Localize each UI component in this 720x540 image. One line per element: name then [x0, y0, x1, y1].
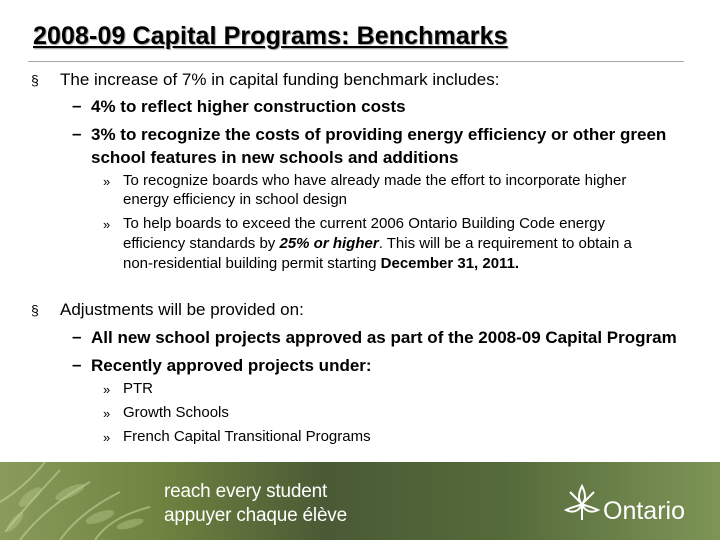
- point-recognize-line1: To recognize boards who have already made the effort to incorporate higher: [123, 172, 627, 189]
- point-building-code-line3: [123, 255, 519, 272]
- text-emphasis: 25% or higher: [279, 235, 379, 252]
- trillium-icon: [560, 480, 604, 524]
- chevron-marker: »: [103, 430, 111, 445]
- subbullet-new-projects: All new school projects approved as part of the 2008-09 Capital Program: [91, 328, 677, 347]
- page-title: 2008-09 Capital Programs: Benchmarks: [33, 22, 508, 50]
- dash-marker: –: [72, 96, 82, 115]
- dash-marker: –: [72, 355, 82, 374]
- ontario-logo-text: Ontario: [603, 497, 685, 525]
- chevron-marker: »: [103, 174, 111, 189]
- point-recognize-line2: energy efficiency in school design: [123, 191, 348, 208]
- dash-marker: –: [72, 124, 82, 143]
- bullet-marker: §: [31, 72, 39, 88]
- dash-marker: –: [72, 327, 82, 346]
- text-plain: efficiency standards by: [123, 235, 280, 252]
- chevron-marker: »: [103, 217, 111, 232]
- leaf-pattern-icon: [0, 462, 160, 540]
- subbullet-energy-line1: 3% to recognize the costs of providing energy efficiency or other green: [91, 125, 667, 144]
- subbullet-construction-costs: 4% to reflect higher construction costs: [91, 97, 406, 116]
- point-building-code-line1: To help boards to exceed the current 2006 Ontario Building Code energy: [123, 215, 605, 232]
- text-bold-date: December 31, 2011.: [380, 255, 520, 272]
- program-item: French Capital Transitional Programs: [123, 428, 371, 445]
- title-divider: [28, 61, 684, 62]
- program-item: PTR: [123, 380, 153, 397]
- program-item: Growth Schools: [123, 404, 229, 421]
- chevron-marker: »: [103, 406, 111, 421]
- subbullet-recent-projects: Recently approved projects under:: [91, 356, 372, 375]
- point-building-code-line2: [123, 235, 632, 252]
- tagline-french: appuyer chaque élève: [164, 505, 347, 526]
- text-plain: . This will be a requirement to obtain a: [378, 235, 632, 252]
- chevron-marker: »: [103, 382, 111, 397]
- subbullet-energy-line2: school features in new schools and additions: [91, 148, 459, 167]
- bullet-marker: §: [31, 302, 39, 318]
- bullet-adjustments: Adjustments will be provided on:: [60, 300, 304, 319]
- tagline-english: reach every student: [164, 481, 328, 502]
- text-plain: non-residential building permit starting: [123, 255, 381, 272]
- bullet-funding-benchmark: The increase of 7% in capital funding benchmark includes:: [60, 70, 500, 89]
